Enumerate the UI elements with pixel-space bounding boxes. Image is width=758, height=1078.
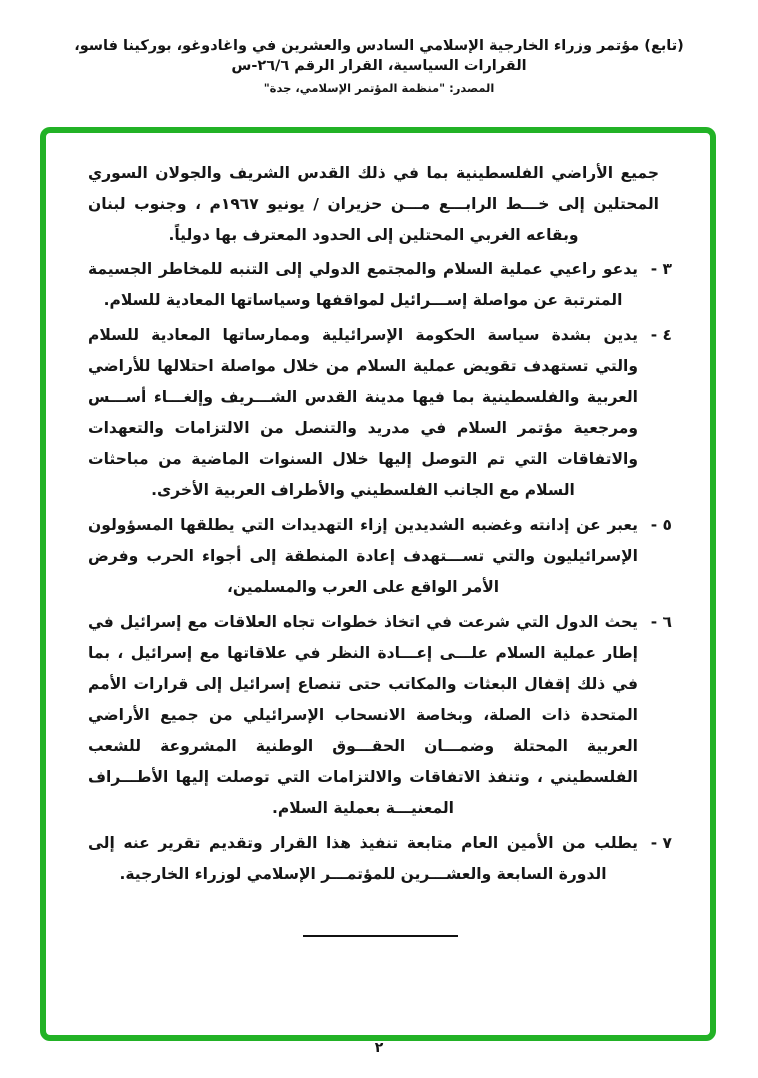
item-body-text: الدول التي شرعت في اتخاذ خطوات تجاه العلاقات مع إسرائيل في إطار عملية السلام علـــى إعـــادة النظر في علاقاتها مع إسرائيل ، بما في ذلك إقفال البعثات والمكاتب حتى تنصاع إسرائيل إلى قرارات الأمم المتحدة ذات الصلة، وبخاصة الانسحاب الإسرائيلي من جميع الأراضي العربية المحتلة وضمـــان الحقـــوق الوطنية المشروعة للشعب الفلسطيني ، وتنفذ الاتفاقات والالتزامات التي توصلت إليها الأطـــراف المعنيـــة بعملية السلام. [88, 613, 638, 817]
item-text [88, 828, 638, 890]
continuation-paragraph: جميع الأراضي الفلسطينية بما في ذلك القدس الشريف والجولان السوري المحتلين إلى خـــط الرابـــع مـــن حزيران / يونيو ١٩٦٧م ، وجنوب لبنان وبقاعه الغربي المحتلين إلى الحدود المعترف بها دولياً. [88, 164, 659, 244]
resolution-item-3 [88, 254, 672, 316]
item-text [88, 607, 638, 824]
item-body-text: راعيي عملية السلام والمجتمع الدولي إلى التنبه للمخاطر الجسيمة المترتبة عن مواصلة إســـرائيل لمواقفها وسياساتها المعادية للسلام. [88, 260, 623, 309]
item-body-text: من الأمين العام متابعة تنفيذ هذا القرار وتقديم تقرير عنه إلى الدورة السابعة والعشـــرين للمؤتمـــر الإسلامي لوزراء الخارجية. [88, 834, 607, 883]
item-number: ٦ - [650, 613, 672, 631]
end-of-resolution-divider [303, 935, 458, 937]
header-source: المصدر: "منظمة المؤتمر الإسلامي، جدة" [263, 81, 495, 95]
item-text [88, 510, 638, 603]
document-frame [40, 127, 716, 1041]
resolution-item-5 [88, 510, 672, 603]
item-lead-verb: يحث [604, 613, 638, 631]
item-lead-verb: يدين [603, 326, 638, 344]
resolution-item-6 [88, 607, 672, 824]
document-body [46, 133, 710, 937]
item-lead-verb: يدعو [602, 260, 638, 278]
item-lead-verb: يعبر [607, 516, 638, 534]
resolution-item-4 [88, 320, 672, 506]
item-text [88, 254, 638, 316]
page-header [0, 0, 758, 95]
header-title: (تابع) مؤتمر وزراء الخارجية الإسلامي السادس والعشرين في واغادوغو، بوركينا فاسو، القرارات السياسية، القرار الرقم ٢٦/٦-س [74, 38, 684, 74]
item-lead-verb: يطلب [594, 834, 638, 852]
item-body-text: بشدة سياسة الحكومة الإسرائيلية وممارساتها المعادية للسلام والتي تستهدف تقويض عملية السلام من خلال مواصلة احتلالها للأراضي العربية والفلسطينية بما فيها مدينة القدس الشـــريف وإلغـــاء أســـس ومرجعية مؤتمر السلام في مدريد والتنصل من الالتزامات والتعهدات والاتفاقات التي تم التوصل إليها خلال السنوات الماضية من مباحثات السلام مع الجانب الفلسطيني والأطراف العربية الأخرى. [88, 326, 638, 499]
resolution-item-7 [88, 828, 672, 890]
item-number: ٥ - [650, 516, 672, 534]
item-number: ٣ - [650, 260, 672, 278]
item-number: ٧ - [650, 834, 672, 852]
item-number: ٤ - [650, 326, 672, 344]
page-number: ٢ [374, 1040, 384, 1056]
item-body-text: عن إدانته وغضبه الشديدين إزاء التهديدات التي يطلقها المسؤولون الإسرائيليون والتي تســـتهدف إعادة المنطقة إلى أجواء الحرب وفرض الأمر الواقع على العرب والمسلمين، [88, 516, 638, 596]
item-text [88, 320, 638, 506]
